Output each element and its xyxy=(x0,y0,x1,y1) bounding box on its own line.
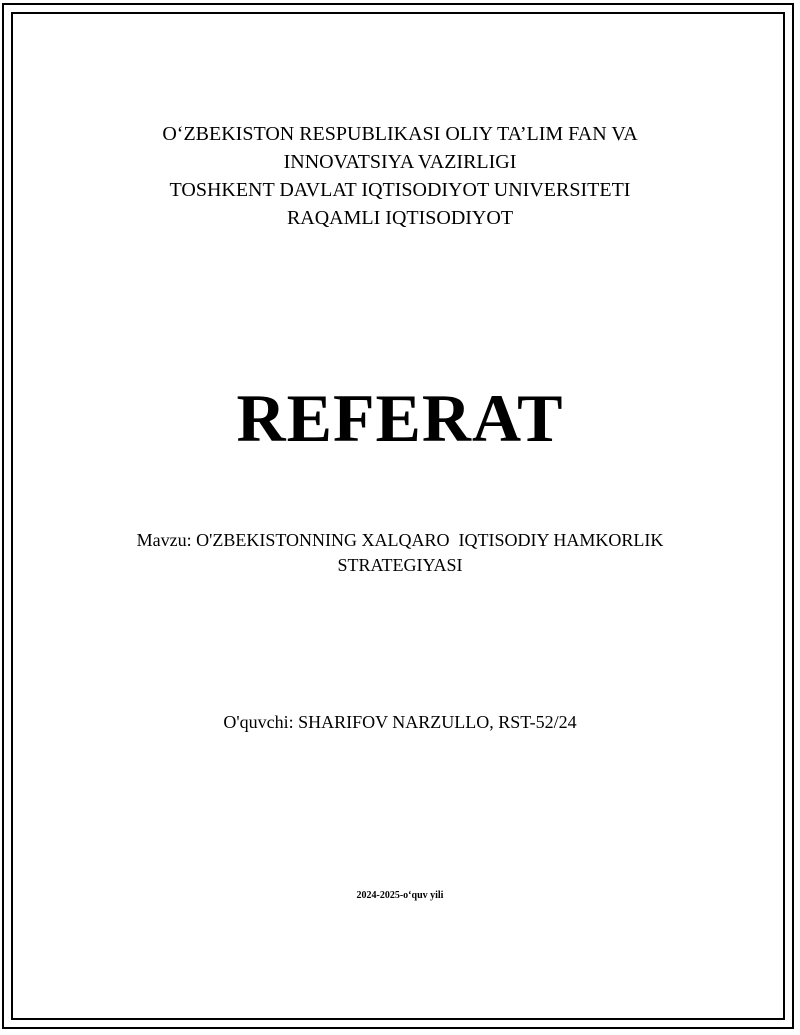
topic-line-1: Mavzu: O'ZBEKISTONNING XALQARO IQTISODIY HAMKORLIK xyxy=(136,530,664,550)
header-line-university: TOSHKENT DAVLAT IQTISODIYOT UNIVERSITETI xyxy=(169,179,631,201)
institution-header xyxy=(0,120,800,232)
header-line-ministry-1: O‘ZBEKISTON RESPUBLIKASI OLIY TA’LIM FAN VA xyxy=(162,123,638,145)
document-title: REFERAT xyxy=(236,380,564,456)
topic-line-2: STRATEGIYASI xyxy=(337,555,463,575)
header-line-ministry-2: INNOVATSIYA VAZIRLIGI xyxy=(283,151,517,173)
student-info: O'quvchi: SHARIFOV NARZULLO, RST-52/24 xyxy=(223,712,577,732)
topic-block xyxy=(0,528,800,578)
academic-year: 2024-2025-o‘quv yili xyxy=(356,890,444,901)
header-line-faculty: RAQAMLI IQTISODIYOT xyxy=(286,207,514,229)
